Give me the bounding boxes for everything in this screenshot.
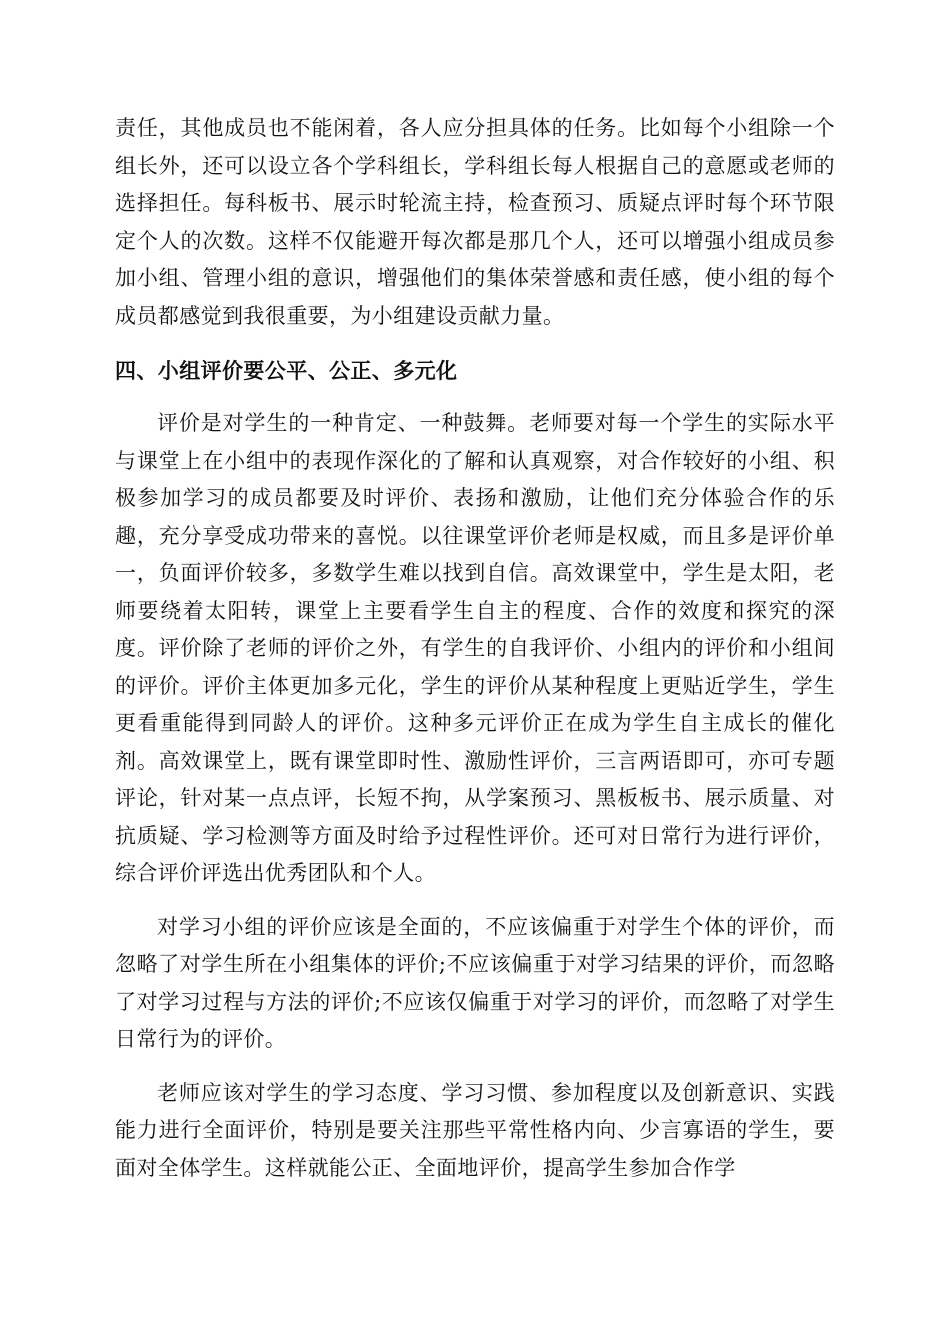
section-paragraph-2: 对学习小组的评价应该是全面的，不应该偏重于对学生个体的评价，而忽略了对学生所在小组集体的评价;不应该偏重于对学习结果的评价，而忽略了对学习过程与方法的评价;不应该仅偏重于对学习的评价，而忽略了对学生日常行为的评价。 — [115, 914, 835, 1051]
section-heading: 四、小组评价要公平、公正、多元化 — [115, 359, 458, 383]
section-paragraph-3: 老师应该对学生的学习态度、学习习惯、参加程度以及创新意识、实践能力进行全面评价，特别是要关注那些平常性格内向、少言寡语的学生，要面对全体学生。这样就能公正、全面地评价，提高学生参加合作学 — [115, 1080, 835, 1180]
section-paragraph-1: 评价是对学生的一种肯定、一种鼓舞。老师要对每一个学生的实际水平与课堂上在小组中的表现作深化的了解和认真观察，对合作较好的小组、积极参加学习的成员都要及时评价、表扬和激励，让他们充分体验合作的乐趣，充分享受成功带来的喜悦。以往课堂评价老师是权威，而且多是评价单一，负面评价较多，多数学生难以找到自信。高效课堂中，学生是太阳，老师要绕着太阳转，课堂上主要看学生自主的程度、合作的效度和探究的深度。评价除了老师的评价之外，有学生的自我评价、小组内的评价和小组间的评价。评价主体更加多元化，学生的评价从某种程度上更贴近学生，学生更看重能得到同龄人的评价。这种多元评价正在成为学生自主成长的催化剂。高效课堂上，既有课堂即时性、激励性评价，三言两语即可，亦可专题评论，针对某一点点评，长短不拘，从学案预习、黑板板书、展示质量、对抗质疑、学习检测等方面及时给予过程性评价。还可对日常行为进行评价，综合评价评选出优秀团队和个人。 — [115, 411, 835, 885]
continued-paragraph: 责任，其他成员也不能闲着，各人应分担具体的任务。比如每个小组除一个组长外，还可以设立各个学科组长，学科组长每人根据自己的意愿或老师的选择担任。每科板书、展示时轮流主持，检查预习、质疑点评时每个环节限定个人的次数。这样不仅能避开每次都是那几个人，还可以增强小组成员参加小组、管理小组的意识，增强他们的集体荣誉感和责任感，使小组的每个成员都感觉到我很重要，为小组建设贡献力量。 — [115, 116, 835, 328]
document-body — [115, 110, 835, 1203]
